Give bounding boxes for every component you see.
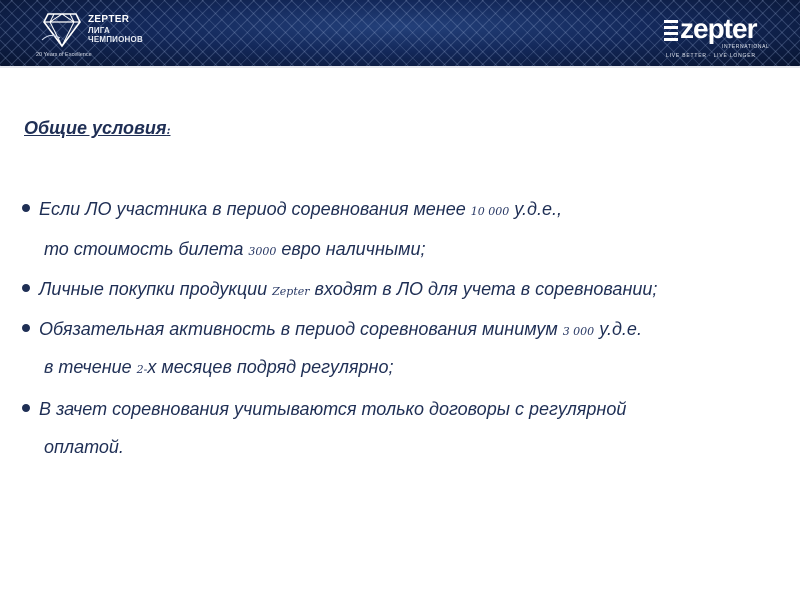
- bullet-icon: [22, 204, 30, 212]
- item-1-number: 10 000: [470, 205, 510, 218]
- logo-league-text: ЛИГА: [88, 26, 110, 35]
- item-3-text-post: у.д.е.: [594, 319, 642, 339]
- bullet-icon: [22, 404, 30, 412]
- item-3-line2-pre: в течение: [44, 357, 137, 377]
- zepter-champions-league-logo: [34, 8, 184, 62]
- list-item: [22, 278, 657, 303]
- item-3-line2-number: 2-: [136, 363, 148, 376]
- logo-tagline: 20 Years of Excellence: [36, 52, 92, 58]
- item-4-line2-text: оплатой.: [44, 437, 124, 457]
- section-title-punct: :: [166, 124, 171, 137]
- item-3-number: 3 000: [562, 325, 595, 338]
- item-1-line2-pre: то стоимость билета: [44, 239, 249, 259]
- item-4-text: В зачет соревнования учитываются только договоры с регулярной: [39, 399, 627, 419]
- list-item: [22, 198, 562, 223]
- slogan-text: LIVE BETTER · LIVE LONGER: [666, 53, 756, 59]
- list-item-continuation: [44, 356, 393, 381]
- header-banner: [0, 0, 800, 66]
- item-2-text-pre: Личные покупки продукции: [39, 279, 273, 299]
- bullet-icon: [22, 284, 30, 292]
- list-item: [22, 398, 626, 420]
- item-2-text-post: входят в ЛО для учета в соревновании;: [309, 279, 658, 299]
- list-item-continuation: [44, 436, 124, 458]
- logo-brand-text: ZEPTER: [88, 14, 130, 25]
- diamond-crest-icon: [40, 10, 84, 50]
- list-item: [22, 318, 642, 343]
- item-1-text-pre: Если ЛО участника в период соревнования менее: [39, 199, 471, 219]
- header-divider: [0, 66, 800, 68]
- item-1-text-post: у.д.е.,: [509, 199, 562, 219]
- logo-champions-text: ЧЕМПИОНОВ: [88, 35, 143, 44]
- bullet-icon: [22, 324, 30, 332]
- item-3-text-pre: Обязательная активность в период соревнования минимум: [39, 319, 563, 339]
- item-1-line2-number: 3000: [248, 245, 277, 258]
- zepter-wordmark: zepter: [680, 13, 757, 44]
- list-item-continuation: [44, 238, 425, 263]
- international-label: INTERNATIONAL: [722, 44, 770, 50]
- item-3-line2-post: х месяцев подряд регулярно;: [147, 357, 394, 377]
- item-2-brand: Zepter: [272, 285, 310, 298]
- section-title-text: Общие условия: [24, 118, 167, 138]
- section-title: [24, 118, 171, 139]
- item-1-line2-post: евро наличными;: [276, 239, 426, 259]
- zepter-mark-icon: [664, 20, 678, 42]
- zepter-international-logo: [662, 10, 772, 62]
